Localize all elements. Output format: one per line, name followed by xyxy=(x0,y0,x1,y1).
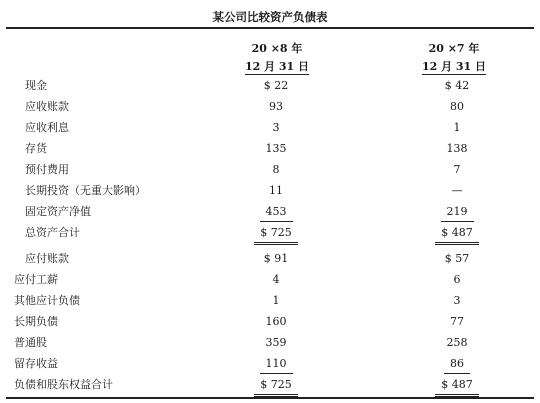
value-text: $ 91 xyxy=(263,252,289,265)
liabilities-row xyxy=(0,271,540,289)
liabilities-row xyxy=(0,334,540,352)
value-text: 110 xyxy=(260,355,293,374)
value-cell-year-1 xyxy=(246,182,306,200)
value-cell-year-2 xyxy=(427,119,487,137)
value-cell-year-2 xyxy=(427,224,487,245)
assets-row xyxy=(0,98,540,116)
value-cell-year-2 xyxy=(427,161,487,179)
row-label: 总资产合计 xyxy=(25,226,80,239)
column-2-year: 20 ×7 年 xyxy=(428,42,480,55)
row-label: 普通股 xyxy=(14,336,47,349)
value-text: 11 xyxy=(269,184,283,197)
value-cell-year-2 xyxy=(427,250,487,268)
value-cell-year-2 xyxy=(427,182,487,200)
row-label: 应收账款 xyxy=(25,100,69,113)
column-2-date xyxy=(399,58,509,74)
assets-row xyxy=(0,77,540,95)
row-label: 应付账款 xyxy=(25,252,69,265)
value-cell-year-1 xyxy=(246,224,306,245)
value-text: 7 xyxy=(453,163,461,176)
value-text: 1 xyxy=(272,294,280,307)
assets-row xyxy=(0,203,540,221)
value-text: 6 xyxy=(453,273,461,286)
value-cell-year-1 xyxy=(246,376,306,397)
value-text: 3 xyxy=(453,294,461,307)
value-cell-year-2 xyxy=(427,140,487,158)
value-text: 77 xyxy=(450,315,464,328)
value-text: 453 xyxy=(260,203,293,222)
value-cell-year-1 xyxy=(246,77,306,95)
value-text: 86 xyxy=(444,355,470,374)
value-text: 138 xyxy=(446,142,468,155)
row-label: 其他应计负债 xyxy=(14,294,80,307)
value-cell-year-1 xyxy=(246,161,306,179)
row-label: 固定资产净值 xyxy=(25,205,91,218)
value-text: 3 xyxy=(272,121,280,134)
row-label: 留存收益 xyxy=(14,357,58,370)
column-1-date xyxy=(222,58,332,74)
value-text: 8 xyxy=(272,163,280,176)
value-text: $ 487 xyxy=(435,224,479,245)
value-text: $ 725 xyxy=(254,376,298,397)
liabilities-row xyxy=(0,355,540,373)
top-rule xyxy=(6,27,534,29)
value-text: $ 487 xyxy=(435,376,479,397)
value-text: 219 xyxy=(441,203,474,222)
value-text: 359 xyxy=(265,336,287,349)
value-text: — xyxy=(451,184,463,197)
liabilities-row xyxy=(0,292,540,310)
value-text: 80 xyxy=(450,100,464,113)
value-cell-year-1 xyxy=(246,271,306,289)
liabilities-row xyxy=(0,250,540,268)
value-text: $ 57 xyxy=(444,252,470,265)
value-cell-year-1 xyxy=(246,119,306,137)
value-cell-year-1 xyxy=(246,250,306,268)
value-cell-year-2 xyxy=(427,98,487,116)
value-text: 135 xyxy=(265,142,287,155)
bottom-rule xyxy=(6,397,534,399)
row-label: 应付工薪 xyxy=(14,273,58,286)
value-cell-year-1 xyxy=(246,334,306,352)
value-text: $ 22 xyxy=(263,79,289,92)
value-cell-year-2 xyxy=(427,313,487,331)
value-cell-year-2 xyxy=(427,334,487,352)
row-label: 长期投资（无重大影响） xyxy=(25,184,146,197)
value-cell-year-2 xyxy=(427,292,487,310)
row-label: 预付费用 xyxy=(25,163,69,176)
assets-row xyxy=(0,161,540,179)
value-text: 1 xyxy=(453,121,461,134)
value-text: 93 xyxy=(269,100,283,113)
row-label: 长期负债 xyxy=(14,315,58,328)
assets-row xyxy=(0,140,540,158)
value-text: 4 xyxy=(272,273,280,286)
value-cell-year-2 xyxy=(427,376,487,397)
row-label: 现金 xyxy=(25,79,47,92)
value-text: $ 42 xyxy=(444,79,470,92)
page-title: 某公司比较资产负债表 xyxy=(212,10,328,24)
column-1-year: 20 ×8 年 xyxy=(251,42,303,55)
assets-row xyxy=(0,182,540,200)
row-label: 存货 xyxy=(25,142,47,155)
value-cell-year-2 xyxy=(427,203,487,222)
value-cell-year-2 xyxy=(427,355,487,374)
column-2-date-text: 12 月 31 日 xyxy=(421,60,487,73)
value-cell-year-1 xyxy=(246,98,306,116)
value-text: 160 xyxy=(265,315,287,328)
row-label: 应收利息 xyxy=(25,121,69,134)
value-cell-year-1 xyxy=(246,203,306,222)
liabilities-row xyxy=(0,313,540,331)
value-cell-year-2 xyxy=(427,271,487,289)
value-cell-year-1 xyxy=(246,355,306,374)
value-cell-year-2 xyxy=(427,77,487,95)
value-text: 258 xyxy=(446,336,468,349)
column-1-date-text: 12 月 31 日 xyxy=(244,60,310,73)
assets-row xyxy=(0,224,540,242)
liabilities-row xyxy=(0,376,540,394)
assets-row xyxy=(0,119,540,137)
row-label: 负债和股东权益合计 xyxy=(14,378,113,391)
value-cell-year-1 xyxy=(246,292,306,310)
value-cell-year-1 xyxy=(246,140,306,158)
value-cell-year-1 xyxy=(246,313,306,331)
value-text: $ 725 xyxy=(254,224,298,245)
